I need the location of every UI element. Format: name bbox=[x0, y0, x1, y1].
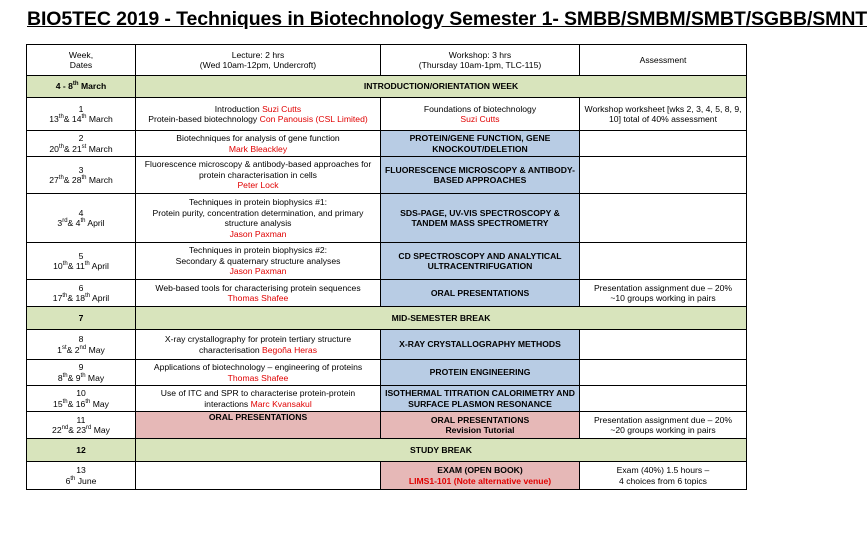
lecture-cell: Applications of biotechnology – engineering of proteins Thomas Shafee bbox=[136, 360, 381, 386]
schedule-table bbox=[26, 44, 747, 490]
week-cell: 6 17th& 18th April bbox=[27, 280, 136, 307]
table-row bbox=[27, 439, 747, 462]
workshop-cell: PROTEIN ENGINEERING bbox=[381, 360, 580, 386]
table-row bbox=[27, 330, 747, 360]
table-row bbox=[27, 194, 747, 243]
orientation-banner: INTRODUCTION/ORIENTATION WEEK bbox=[136, 76, 747, 98]
week-cell: 9 8th& 9th May bbox=[27, 360, 136, 386]
header-workshop: Workshop: 3 hrs (Thursday 10am-1pm, TLC-115) bbox=[381, 45, 580, 76]
table-row bbox=[27, 386, 747, 412]
lecture-cell: Use of ITC and SPR to characterise protein-protein interactions Marc Kvansakul bbox=[136, 386, 381, 412]
table-row bbox=[27, 76, 747, 98]
week-cell: 12 bbox=[27, 439, 136, 462]
table-row bbox=[27, 307, 747, 330]
assessment-cell bbox=[580, 360, 747, 386]
week-cell: 4 - 8th March bbox=[27, 76, 136, 98]
lecture-cell: Introduction Suzi Cutts Protein-based biotechnology Con Panousis (CSL Limited) bbox=[136, 98, 381, 131]
lecture-cell: Techniques in protein biophysics #2: Secondary & quaternary structure analyses Jason Paxman bbox=[136, 243, 381, 280]
assessment-cell bbox=[580, 386, 747, 412]
lecture-cell: Web-based tools for characterising protein sequences Thomas Shafee bbox=[136, 280, 381, 307]
workshop-cell: SDS-PAGE, UV-VIS SPECTROSCOPY & TANDEM MASS SPECTROMETRY bbox=[381, 194, 580, 243]
week-cell: 3 27th& 28th March bbox=[27, 157, 136, 194]
assessment-cell: Workshop worksheet [wks 2, 3, 4, 5, 8, 9, 10] total of 40% assessment bbox=[580, 98, 747, 131]
table-row bbox=[27, 157, 747, 194]
lecture-cell: Techniques in protein biophysics #1: Protein purity, concentration determination, and primary structure analysis Jason Paxman bbox=[136, 194, 381, 243]
header-assessment: Assessment bbox=[580, 45, 747, 76]
week-cell: 4 3rd& 4th April bbox=[27, 194, 136, 243]
workshop-cell: ISOTHERMAL TITRATION CALORIMETRY AND SURFACE PLASMON RESONANCE bbox=[381, 386, 580, 412]
page-title: BIO5TEC 2019 - Techniques in Biotechnology Semester 1- SMBB/SMBM/SMBT/SGBB/SMNT bbox=[27, 8, 867, 30]
assessment-cell bbox=[580, 131, 747, 157]
lecture-cell: Fluorescence microscopy & antibody-based approaches for protein characterisation in cells Peter Lock bbox=[136, 157, 381, 194]
week-cell: 11 22nd& 23rd May bbox=[27, 412, 136, 439]
assessment-cell bbox=[580, 157, 747, 194]
lecture-cell: ORAL PRESENTATIONS bbox=[136, 412, 381, 439]
week-cell: 13 6th June bbox=[27, 462, 136, 490]
assessment-cell: Presentation assignment due – 20% ~10 groups working in pairs bbox=[580, 280, 747, 307]
week-cell: 10 15th& 16th May bbox=[27, 386, 136, 412]
table-row bbox=[27, 280, 747, 307]
workshop-cell: X-RAY CRYSTALLOGRAPHY METHODS bbox=[381, 330, 580, 360]
header-week: Week, Dates bbox=[27, 45, 136, 76]
header-row bbox=[27, 45, 747, 76]
workshop-cell: Foundations of biotechnology Suzi Cutts bbox=[381, 98, 580, 131]
assessment-cell bbox=[580, 243, 747, 280]
table-row bbox=[27, 462, 747, 490]
study-break-banner: STUDY BREAK bbox=[136, 439, 747, 462]
workshop-cell: FLUORESCENCE MICROSCOPY & ANTIBODY-BASED APPROACHES bbox=[381, 157, 580, 194]
assessment-cell: Presentation assignment due – 20% ~20 groups working in pairs bbox=[580, 412, 747, 439]
week-cell: 5 10th& 11th April bbox=[27, 243, 136, 280]
table-row bbox=[27, 360, 747, 386]
workshop-cell: PROTEIN/GENE FUNCTION, GENE KNOCKOUT/DELETION bbox=[381, 131, 580, 157]
table-row bbox=[27, 131, 747, 157]
week-cell: 2 20th& 21st March bbox=[27, 131, 136, 157]
week-cell: 1 13th& 14th March bbox=[27, 98, 136, 131]
workshop-cell: ORAL PRESENTATIONS bbox=[381, 280, 580, 307]
mid-semester-banner: MID-SEMESTER BREAK bbox=[136, 307, 747, 330]
workshop-cell: CD SPECTROSCOPY AND ANALYTICAL ULTRACENTRIFUGATION bbox=[381, 243, 580, 280]
assessment-cell bbox=[580, 330, 747, 360]
table-row bbox=[27, 243, 747, 280]
lecture-cell bbox=[136, 462, 381, 490]
assessment-cell: Exam (40%) 1.5 hours – 4 choices from 6 topics bbox=[580, 462, 747, 490]
assessment-cell bbox=[580, 194, 747, 243]
table-row bbox=[27, 412, 747, 439]
table-row bbox=[27, 98, 747, 131]
workshop-cell: ORAL PRESENTATIONS Revision Tutorial bbox=[381, 412, 580, 439]
lecture-cell: Biotechniques for analysis of gene function Mark Bleackley bbox=[136, 131, 381, 157]
week-cell: 7 bbox=[27, 307, 136, 330]
week-cell: 8 1st& 2nd May bbox=[27, 330, 136, 360]
header-lecture: Lecture: 2 hrs (Wed 10am-12pm, Undercroft) bbox=[136, 45, 381, 76]
lecture-cell: X-ray crystallography for protein tertiary structure characterisation Begoña Heras bbox=[136, 330, 381, 360]
workshop-cell: EXAM (OPEN BOOK) LIMS1-101 (Note alternative venue) bbox=[381, 462, 580, 490]
